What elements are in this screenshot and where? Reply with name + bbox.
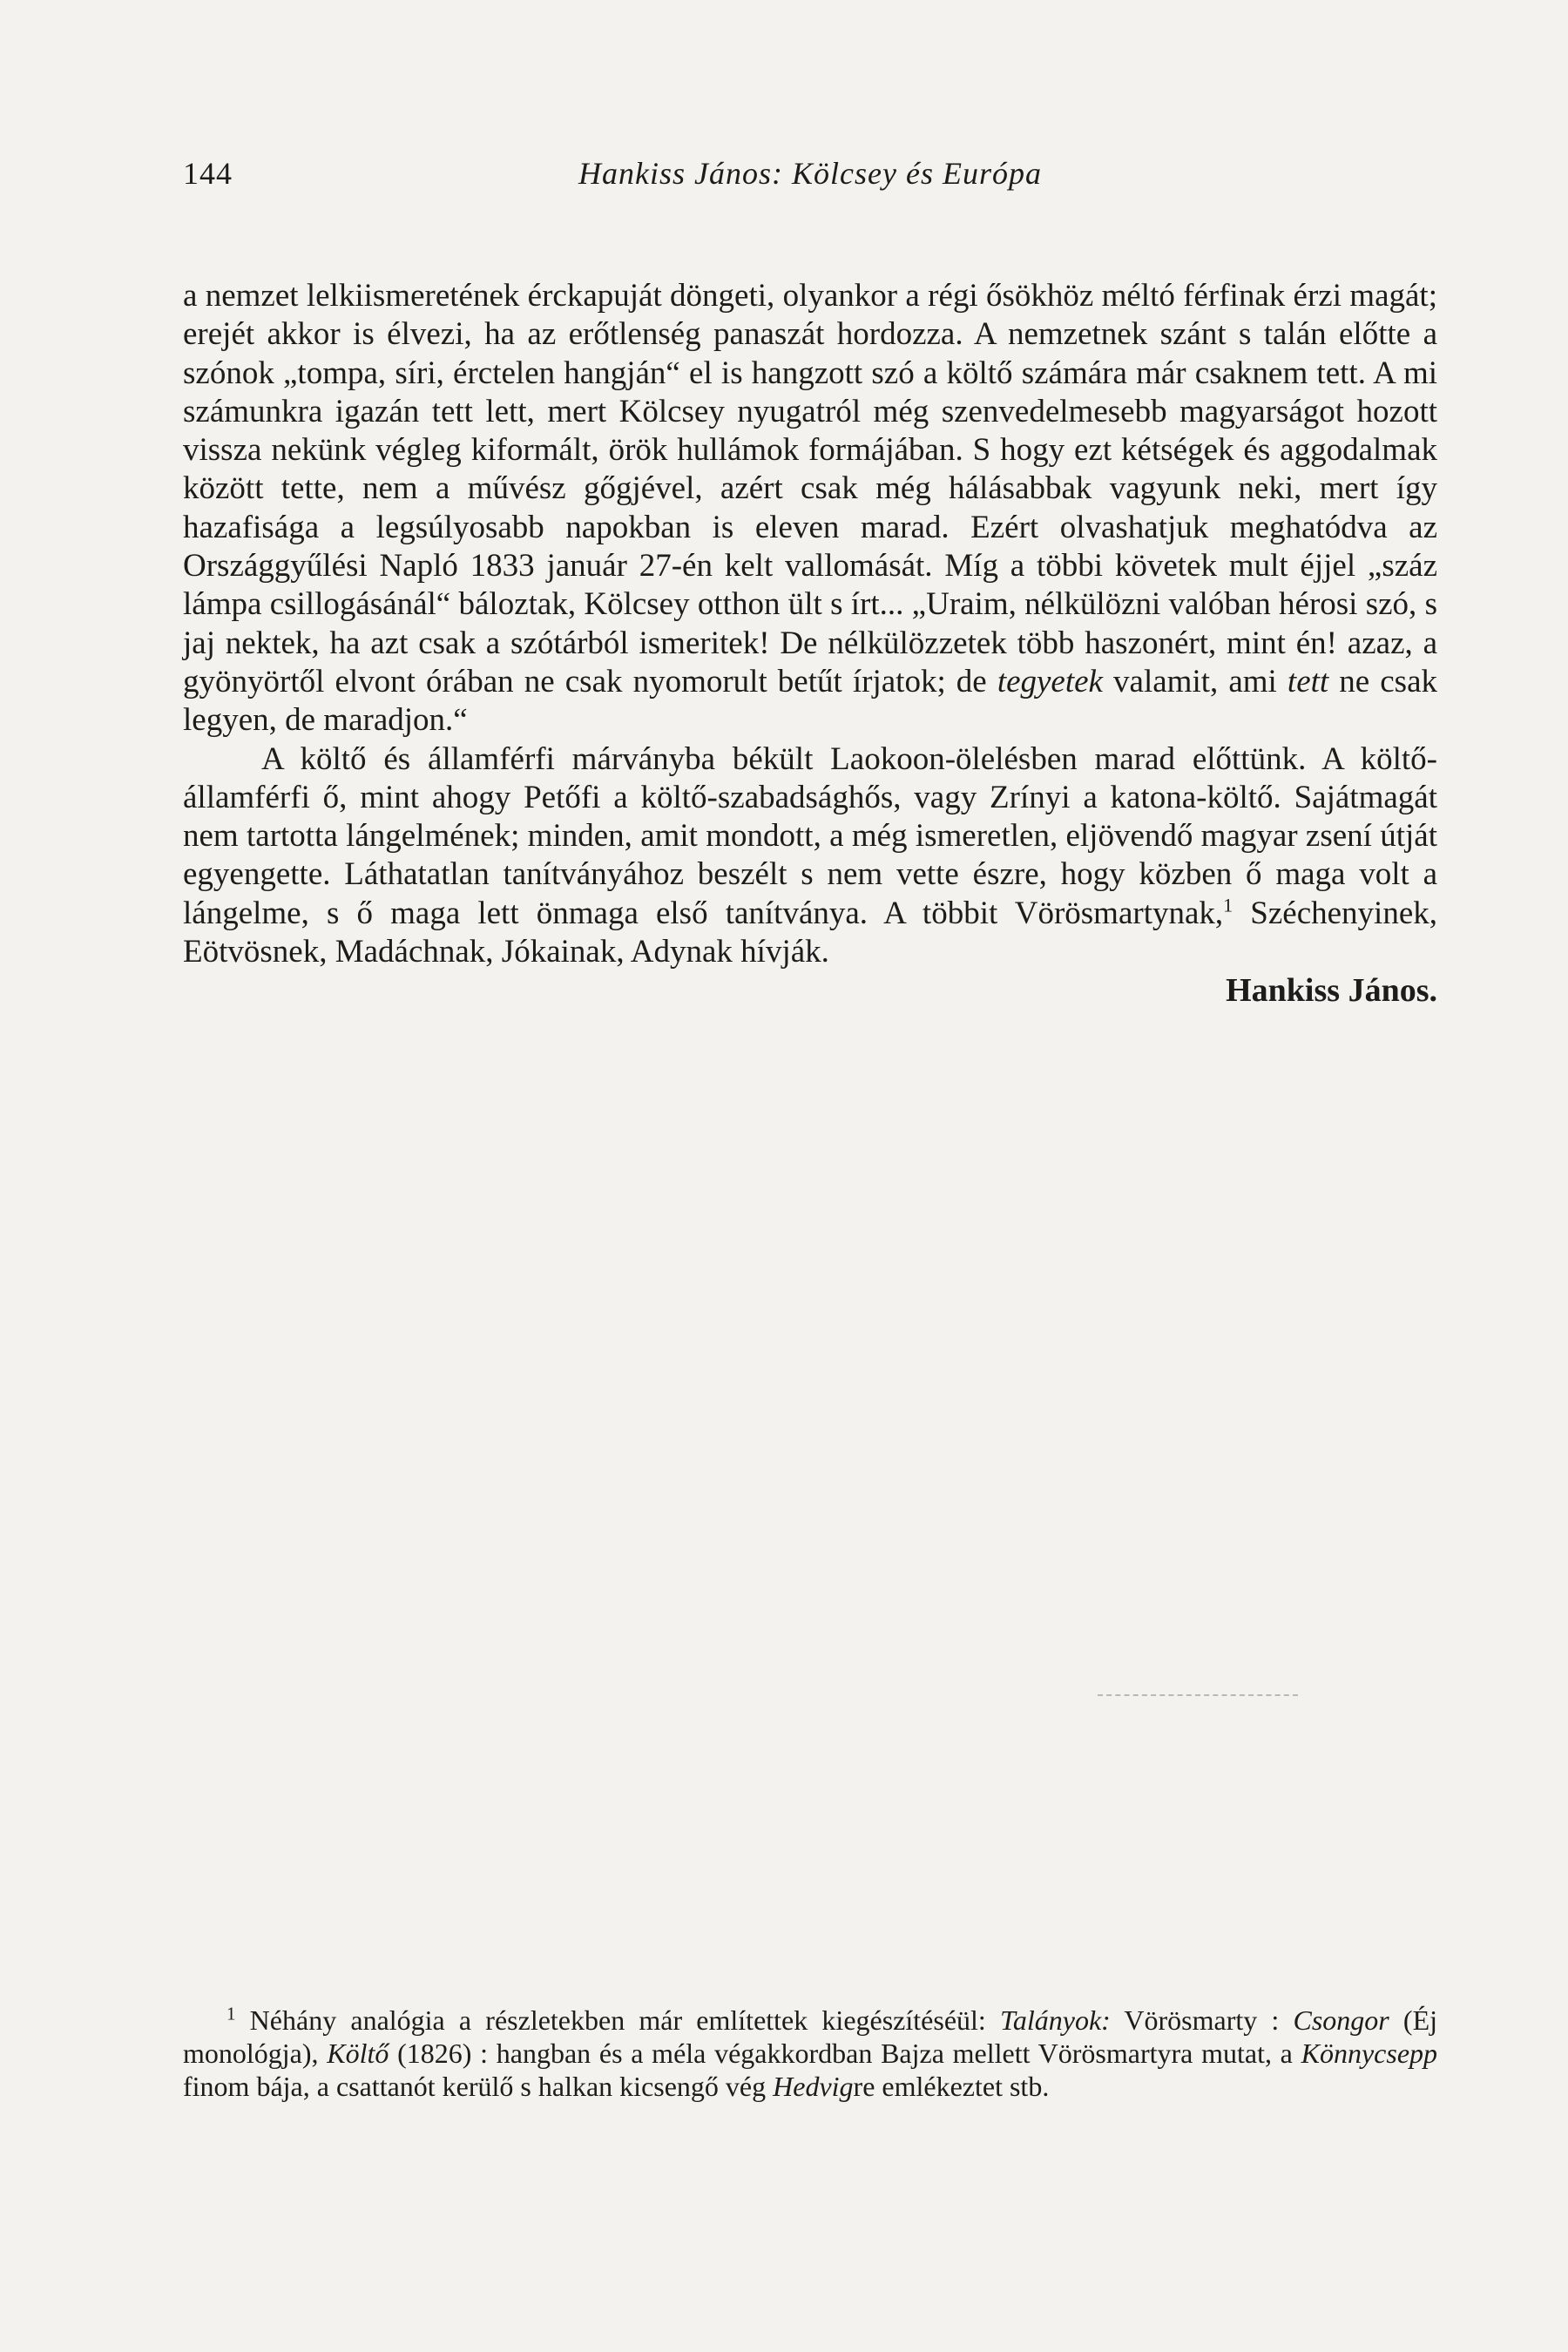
paragraph-2	[183, 740, 1437, 972]
footnote-italic-1: Talányok:	[999, 2004, 1111, 2036]
paragraph-1	[183, 277, 1437, 740]
footnote-text-6: re emlékeztet stb.	[853, 2071, 1050, 2102]
footnote-mark: 1	[226, 2003, 236, 2024]
footnote-italic-3: Költő	[327, 2038, 389, 2069]
paragraph-2-text-a: A költő és államférfi márványba békült Laokoon-ölelésben marad előttünk. A költő-államférfi ő, mint ahogy Petőfi a költő-szabadsághős, vagy Zrínyi a katona-költő. Sajátmagát nem tartotta lángelmének; minden, amit mondott, a még ismeretlen, eljövendő magyar zsení útját egyengette. Láthatatlan tanítványához beszélt s nem vette észre, hogy közben ő maga volt a lángelme, s ő maga lett önmaga első tanítványa. A többit Vörösmartynak,	[183, 740, 1437, 931]
faint-rule	[1098, 1694, 1298, 1696]
footnote-text-2: Vörösmarty :	[1110, 2004, 1294, 2036]
footnote-italic-5: Hedvig	[773, 2071, 854, 2102]
footnote-italic-4: Könnycsepp	[1301, 2038, 1438, 2069]
paragraph-1-emphasis-1: tegyetek	[997, 663, 1103, 700]
paragraph-2-text-b: Széchenyinek, Eötvösnek, Madáchnak, Jókainak, Adynak hívják.	[183, 895, 1437, 970]
footnote-text-1: Néhány analógia a részletekben már említettek kiegészítéséül:	[235, 2004, 1000, 2036]
paragraph-1-text-a: a nemzet lelkiismeretének érckapuját döngeti, olyankor a régi ősökhöz méltó férfinak érzi magát; erejét akkor is élvezi, ha az erőtlenség panaszát hordozza. A nemzetnek szánt s talán előtte a szónok „tompa, síri, érctelen hangján“ el is hangzott szó a költő számára már csaknem tett. A mi számunkra igazán tett lett, mert Kölcsey nyugatról még szenvedelmesebb magyarságot hozott vissza nekünk végleg kiformált, örök hullámok formájában. S hogy ezt kétségek és aggodalmak között tette, nem a művész gőgjével, azért csak még hálásabbak vagyunk neki, mert így hazafisága a legsúlyosabb napokban is eleven marad. Ezért olvashatjuk meghatódva az Országgyűlési Napló 1833 január 27-én kelt vallomását. Míg a többi követek mult éjjel „száz lámpa csillogásánál“ báloztak, Kölcsey otthon ült s írt... „Uraim, nélkülözni valóban hérosi szó, s jaj nektek, ha azt csak a szótárból ismeritek! De nélkülözzetek több haszonért, mint én! azaz, a gyönyörtől elvont órában ne csak nyomorult betűt írjatok; de	[183, 278, 1437, 700]
footnote-text-3: (Éj monológja),	[183, 2004, 1438, 2069]
page-header	[183, 155, 1437, 199]
footnote-text-4: (1826) : hangban és a méla végakkordban Bajza mellett Vörösmartyra mutat, a	[389, 2038, 1301, 2069]
author-signature: Hankiss János.	[1226, 972, 1437, 1010]
footnote-text	[183, 2004, 1437, 2103]
footnote-italic-2: Csongor	[1293, 2004, 1389, 2036]
footnote-reference: 1	[1223, 894, 1233, 916]
footnote-text-5: finom bája, a csattanót kerülő s halkan kicsengő vég	[183, 2071, 774, 2102]
main-text	[183, 277, 1437, 1010]
paragraph-1-emphasis-2: tett	[1287, 663, 1329, 700]
footnote	[183, 2004, 1437, 2103]
paragraph-1-text-b: valamit, ami	[1102, 663, 1288, 700]
paragraph-1-text-c: ne csak legyen, de maradjon.“	[183, 663, 1438, 739]
running-head: Hankiss János: Kölcsey és Európa	[578, 156, 1042, 191]
page-number: 144	[183, 156, 233, 191]
